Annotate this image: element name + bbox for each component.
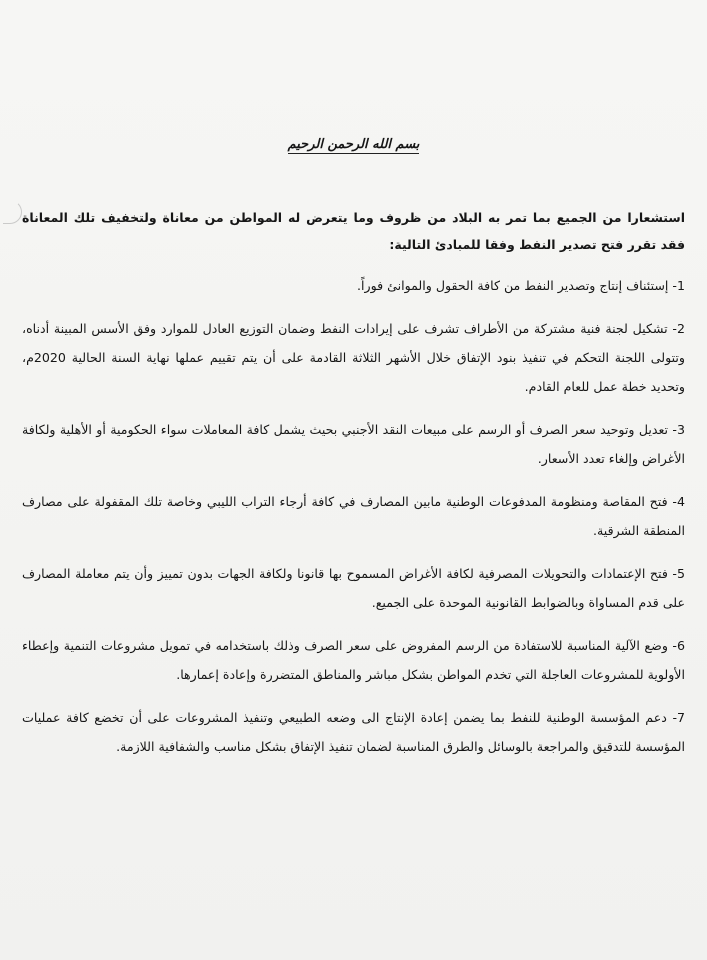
clause-5: 5- فتح الإعتمادات والتحويلات المصرفية لكافة الأغراض المسموح بها قانونا ولكافة الجهات بدون تمييز وأن يتم معاملة المصارف على قدم المساواة وبالضوابط القانونية الموحدة على الجميع.	[22, 566, 685, 610]
clause-4: 4- فتح المقاصة ومنظومة المدفوعات الوطنية مابين المصارف في كافة أرجاء التراب الليبي وخاصة تلك المقفولة على مصارف المنطقة الشرقية.	[22, 494, 685, 538]
clause-1: 1- إستئناف إنتاج وتصدير النفط من كافة الحقول والموانئ فوراً.	[357, 278, 685, 293]
page-edge-mark	[3, 200, 22, 224]
clause-6: 6- وضع الآلية المناسبة للاستفادة من الرسم المفروض على سعر الصرف وذلك باستخدامه في تمويل مشروعات التنمية وإعطاء الأولوية للمشروعات العاجلة التي تخدم المواطن بشكل مباشر والمناطق المتضررة وإعادة إعمارها.	[22, 638, 685, 682]
bismillah-text: بسم الله الرحمن الرحيم	[287, 137, 420, 152]
clause-2: 2- تشكيل لجنة فنية مشتركة من الأطراف تشرف على إيرادات النفط وضمان التوزيع العادل للموارد وفق الأسس المبينة أدناه، وتتولى اللجنة التحكم في تنفيذ بنود الإتفاق خلال الأشهر الثلاثة القادمة على أن يتم تقييم عملها نهاية السنة الحالية 2020م، وتحديد خطة عمل للعام القادم.	[22, 321, 685, 394]
intro-paragraph: استشعارا من الجميع بما تمر به البلاد من ظروف وما يتعرض له المواطن من معاناة ولتخفيف تلك المعاناة فقد تقرر فتح تصدير النفط وفقا للمبادئ التالية:	[22, 210, 685, 252]
clause-7: 7- دعم المؤسسة الوطنية للنفط بما يضمن إعادة الإنتاج الى وضعه الطبيعي وتنفيذ المشروعات على أن تخضع كافة عمليات المؤسسة للتدقيق والمراجعة بالوسائل والطرق المناسبة لضمان تنفيذ الإتفاق بشكل مناسب والشفافية اللازمة.	[22, 710, 685, 754]
document-body	[22, 204, 685, 761]
clause-3: 3- تعديل وتوحيد سعر الصرف أو الرسم على مبيعات النقد الأجنبي بحيث يشمل كافة المعاملات سواء الحكومية أو الأهلية ولكافة الأغراض وإلغاء تعدد الأسعار.	[22, 422, 685, 466]
document-heading	[0, 137, 707, 152]
